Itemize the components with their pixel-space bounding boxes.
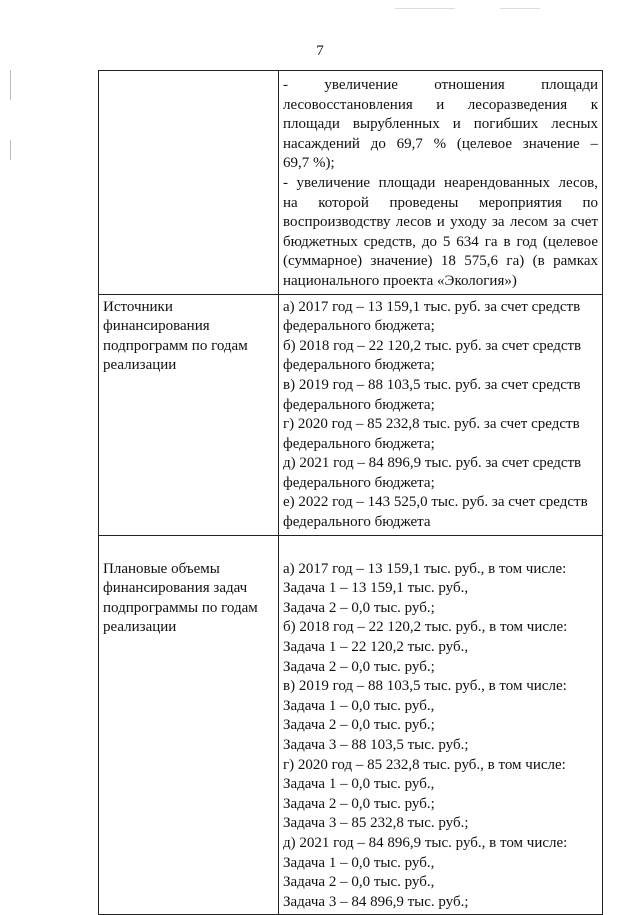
row-label-cell [99,71,279,295]
text-line: б) 2018 год – 22 120,2 тыс. руб. за счет средств [283,337,582,354]
text-line: д) 2021 год – 84 896,9 тыс. руб. за счет средств [283,455,582,472]
text-line: Задача 2 – 0,0 тыс. руб.; [283,658,435,675]
text-line: а) 2017 год – 13 159,1 тыс. руб., в том числе: [283,560,567,577]
text-line: Задача 1 – 13 159,1 тыс. руб., [283,580,469,597]
text-line: Задача 2 – 0,0 тыс. руб.; [283,795,435,812]
page-number: 7 [316,43,324,59]
label-line: финансирования задач [103,580,248,597]
scan-top-mark [395,8,455,9]
text-line: федерального бюджета; [283,435,435,452]
label-line: подпрограмм по годам [103,337,248,354]
margin-mark [10,140,11,160]
text-line: национального проекта «Экология») [283,272,517,289]
label-line: Источники финансирования [103,298,210,335]
text-line: Задача 1 – 0,0 тыс. руб., [283,697,435,714]
text-line: Задача 1 – 0,0 тыс. руб., [283,854,435,871]
text-line: (суммарное) значение) 18 575,6 га) (в рамках [283,253,598,270]
text-line: бюджетных средств, до 5 634 га в год (целевое [283,233,598,250]
planned-volumes-cell [279,535,603,915]
text-line: - увеличение отношения площади [283,77,598,93]
scan-top-mark [500,8,540,9]
funding-sources-cell [279,294,603,535]
program-table [98,70,603,915]
text-line: - увеличение площади неарендованных лесов, [283,174,598,191]
text-line: Задача 1 – 0,0 тыс. руб., [283,776,435,793]
table-row [99,535,603,915]
text-line: Задача 1 – 22 120,2 тыс. руб., [283,639,469,656]
label-line: подпрограммы по годам [103,599,258,616]
text-line: Задача 3 – 85 232,8 тыс. руб.; [283,815,469,832]
margin-mark [10,70,11,100]
text-line: федерального бюджета [283,514,431,531]
text-line: Задача 3 – 88 103,5 тыс. руб.; [283,737,469,753]
text-line: Задача 2 – 0,0 тыс. руб.; [283,599,435,616]
label-line: реализации [103,619,177,636]
text-line: лесовосстановления и лесоразведения к [283,96,598,113]
table-row [99,71,603,295]
text-line: в) 2019 год – 88 103,5 тыс. руб. за счет средств [283,376,581,393]
targets-cell [279,71,603,295]
row-label-cell [99,294,279,535]
text-line: а) 2017 год – 13 159,1 тыс. руб. за счет средств [283,298,581,315]
text-line: федерального бюджета; [283,318,435,335]
text-line: г) 2020 год – 85 232,8 тыс. руб. за счет средств [283,416,580,433]
text-line: насаждений до 69,7 % (целевое значение – [283,135,598,152]
text-line: воспроизводству лесов и уходу за лесом за счет [283,214,598,231]
text-line: федерального бюджета; [283,396,435,413]
row-label-cell [99,535,279,915]
text-line: Задача 3 – 84 896,9 тыс. руб.; [283,893,469,910]
text-line: федерального бюджета; [283,357,435,374]
text-line: г) 2020 год – 85 232,8 тыс. руб., в том числе: [283,756,566,773]
text-line: Задача 2 – 0,0 тыс. руб., [283,874,435,891]
text-line: площади вырубленных и погибших лесных [283,116,598,133]
label-line: Плановые объемы [103,560,220,577]
text-line: д) 2021 год – 84 896,9 тыс. руб., в том числе: [283,834,568,851]
table-row [99,294,603,535]
text-line: е) 2022 год – 143 525,0 тыс. руб. за счет средств [283,494,588,511]
text-line: федерального бюджета; [283,474,435,491]
text-line: Задача 2 – 0,0 тыс. руб.; [283,717,435,734]
text-line: 69,7 %); [283,155,335,172]
label-line: реализации [103,357,177,374]
text-line: б) 2018 год – 22 120,2 тыс. руб., в том числе: [283,619,568,636]
text-line: на которой проведены мероприятия по [283,194,598,211]
text-line: в) 2019 год – 88 103,5 тыс. руб., в том числе: [283,678,567,695]
